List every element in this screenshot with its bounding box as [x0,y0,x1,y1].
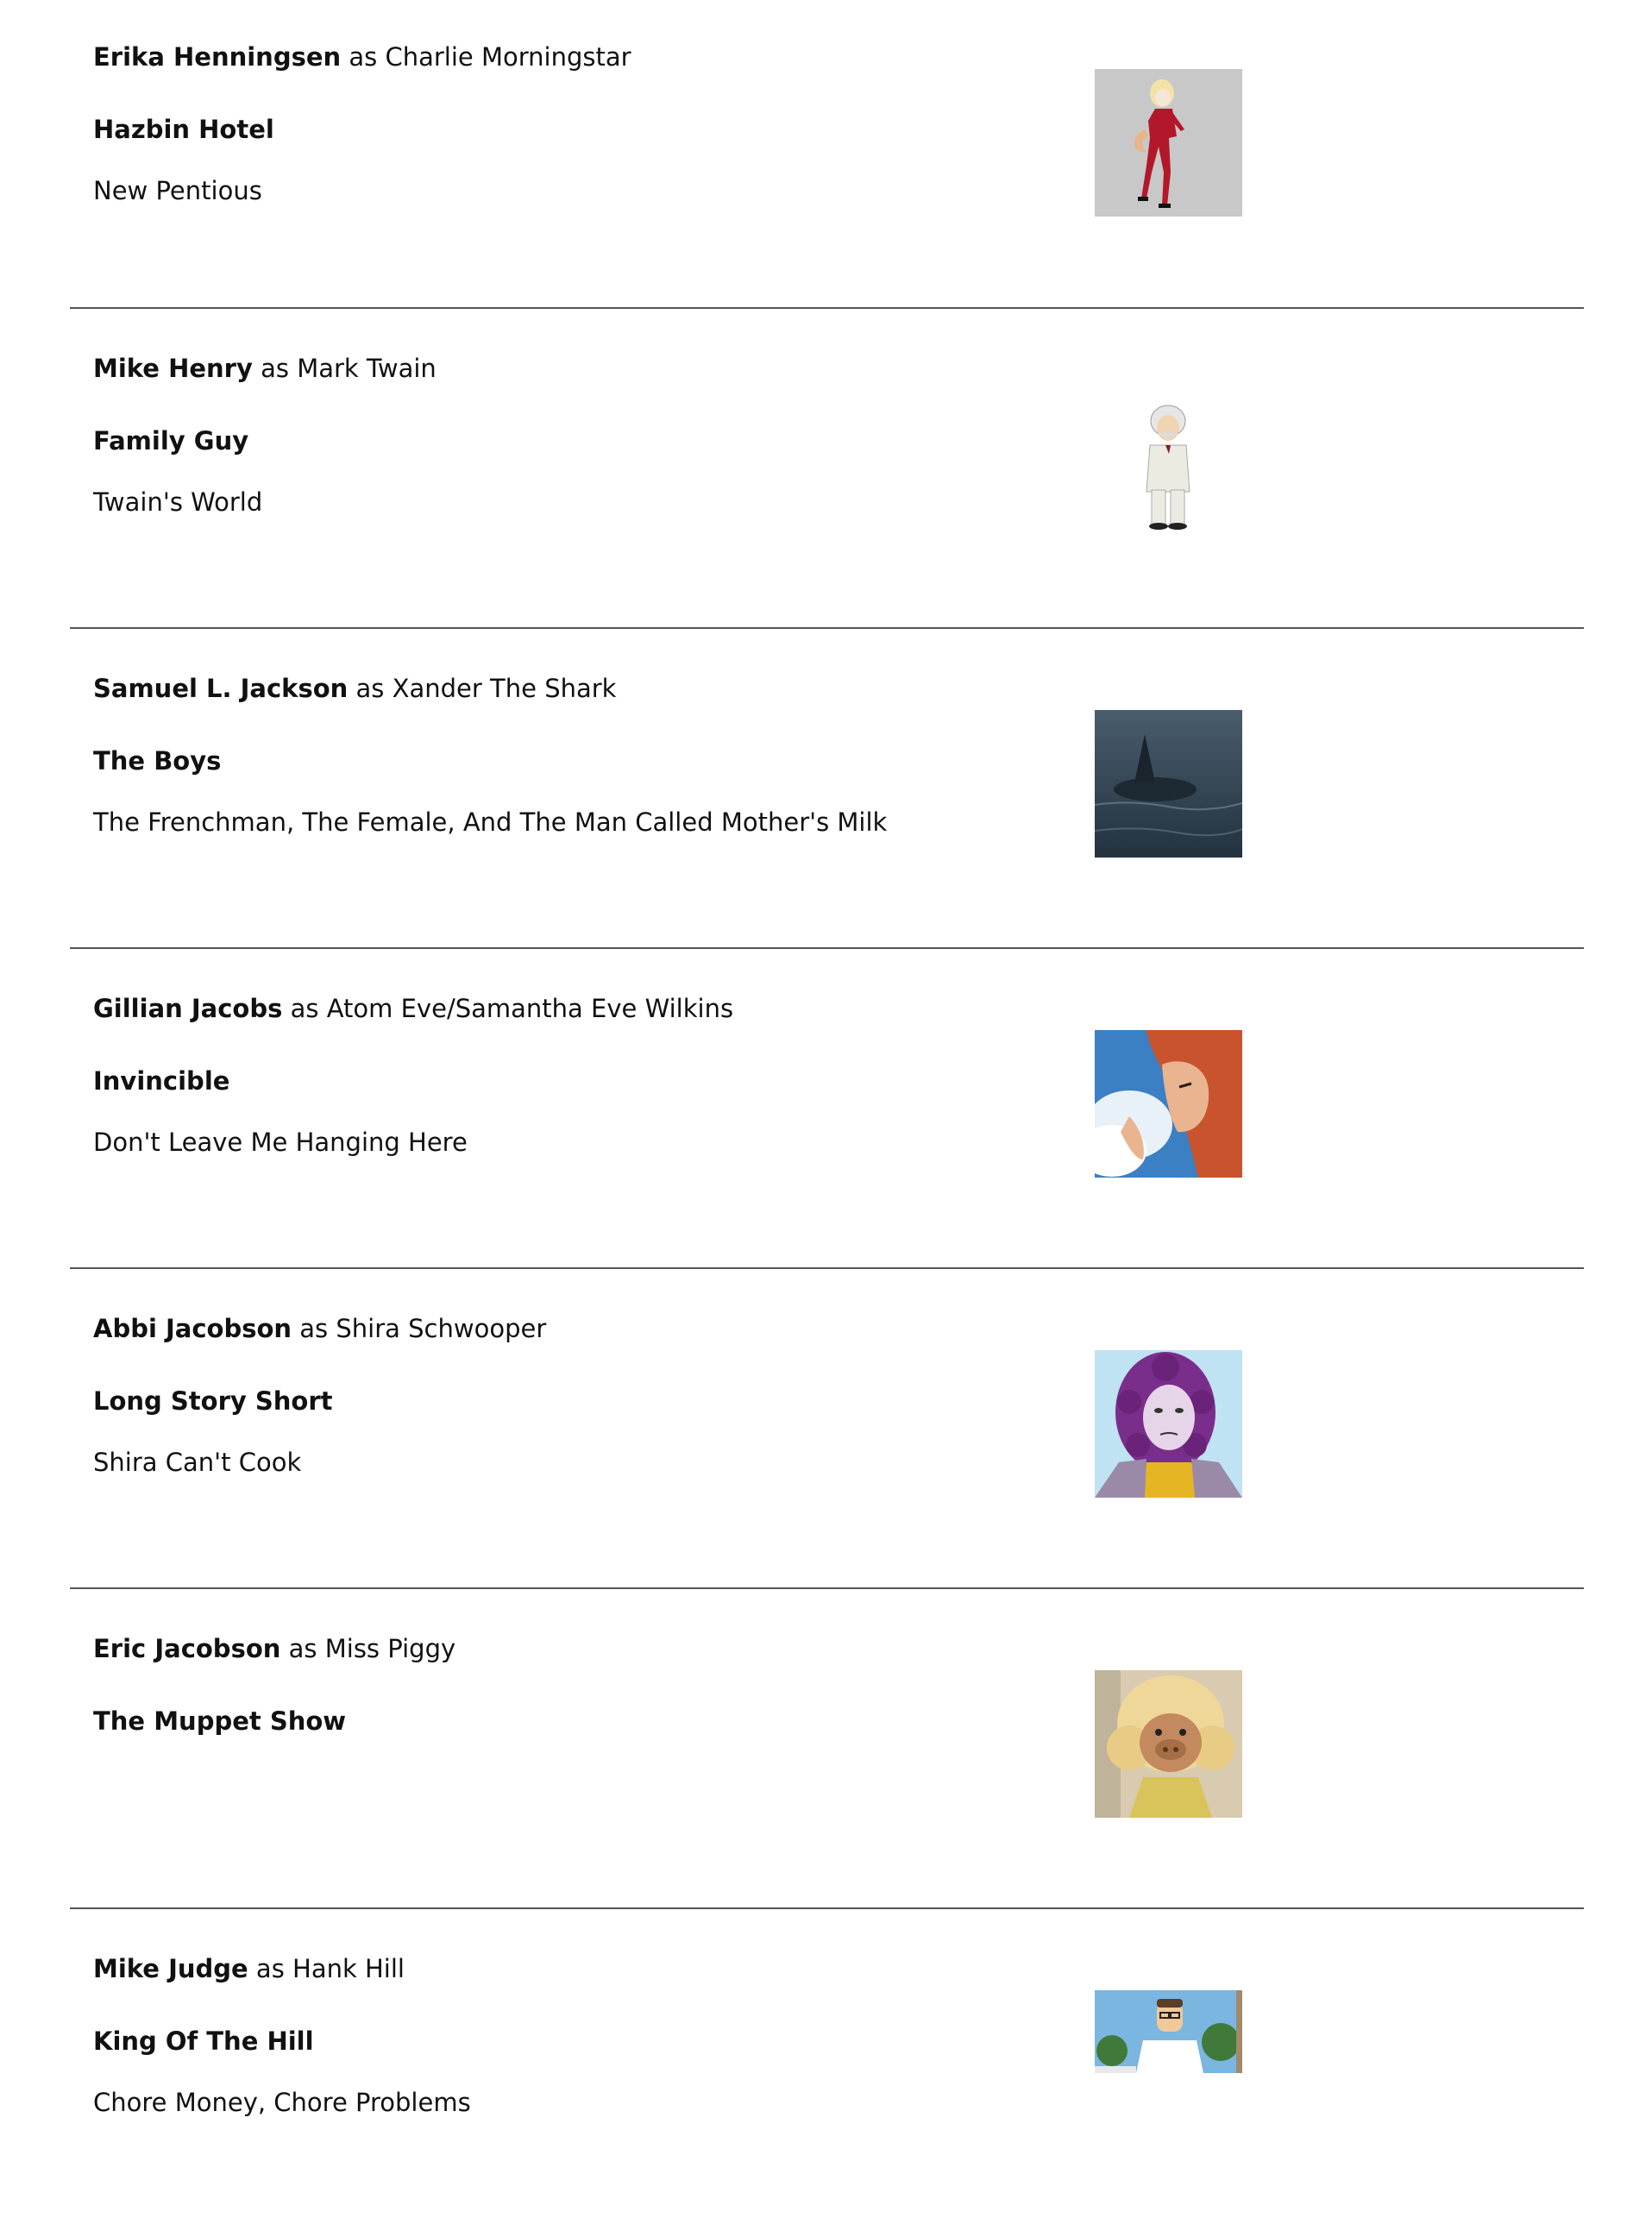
actor-name[interactable]: Gillian Jacobs [93,994,283,1023]
credit-entry [70,1589,1584,1907]
shira-schwooper-icon [1095,1350,1242,1498]
as-word: as [349,42,378,72]
credit-line [93,1310,546,1347]
show-title[interactable]: Family Guy [93,426,249,456]
as-word: as [255,1954,285,1983]
role-name: Atom Eve/Samantha Eve Wilkins [326,994,734,1023]
credit-line [93,1951,471,1987]
credit-entry [70,0,1584,307]
episode-title[interactable]: Shira Can't Cook [93,1448,302,1477]
charlie-morningstar-thumbnail[interactable] [1095,69,1242,217]
credit-line [93,1631,455,1667]
role-name: Hank Hill [292,1954,405,1983]
miss-piggy-icon [1095,1670,1242,1818]
credit-entry [70,629,1584,947]
actor-name[interactable]: Abbi Jacobson [93,1314,292,1343]
shark-icon [1095,710,1242,858]
as-word: as [290,994,319,1023]
show-title[interactable]: The Boys [93,746,222,776]
role-name: Xander The Shark [392,674,617,703]
episode-title[interactable]: Chore Money, Chore Problems [93,2088,471,2117]
role-name: Shira Schwooper [336,1314,547,1343]
as-word: as [299,1314,329,1343]
hank-hill-thumbnail[interactable] [1095,1990,1242,2073]
episode-title[interactable]: The Frenchman, The Female, And The Man Called Mother's Milk [93,807,888,837]
shira-schwooper-thumbnail[interactable] [1095,1350,1242,1498]
credit-entry [70,949,1584,1267]
atom-eve-icon [1095,1030,1242,1178]
actor-name[interactable]: Mike Henry [93,354,253,383]
show-title[interactable]: Long Story Short [93,1386,333,1416]
credit-text [93,990,733,1160]
actor-name[interactable]: Samuel L. Jackson [93,674,349,703]
credits-list [70,0,1584,2237]
credit-text [93,1631,455,1764]
credit-entry [70,1909,1584,2237]
actor-name[interactable]: Mike Judge [93,1954,248,1983]
mark-twain-icon [1095,390,1242,537]
actor-name[interactable]: Erika Henningsen [93,42,342,72]
episode-title[interactable]: New Pentious [93,176,262,205]
actor-name[interactable]: Eric Jacobson [93,1634,281,1663]
as-word: as [288,1634,317,1663]
credit-text [93,39,631,209]
show-title[interactable]: Invincible [93,1066,230,1096]
episode-title[interactable]: Twain's World [93,487,263,517]
credit-entry [70,1269,1584,1587]
credit-entry [70,309,1584,627]
miss-piggy-thumbnail[interactable] [1095,1670,1242,1818]
episode-title[interactable]: Don't Leave Me Hanging Here [93,1128,468,1157]
as-word: as [355,674,385,703]
shark-thumbnail[interactable] [1095,710,1242,858]
role-name: Miss Piggy [324,1634,456,1663]
show-title[interactable]: Hazbin Hotel [93,115,274,144]
credit-text [93,1951,471,2121]
as-word: as [261,354,289,383]
show-title[interactable]: The Muppet Show [93,1706,347,1736]
role-name: Mark Twain [297,354,437,383]
show-title[interactable]: King Of The Hill [93,2026,314,2056]
credit-text [93,350,437,520]
role-name: Charlie Morningstar [385,42,631,72]
charlie-morningstar-icon [1095,69,1242,217]
credit-text [93,1310,546,1480]
credit-text [93,670,887,840]
atom-eve-thumbnail[interactable] [1095,1030,1242,1178]
credit-line [93,39,631,75]
hank-hill-icon [1095,1990,1242,2073]
credit-line [93,990,733,1027]
credit-line [93,670,887,707]
credit-line [93,350,437,386]
mark-twain-thumbnail[interactable] [1095,390,1242,537]
